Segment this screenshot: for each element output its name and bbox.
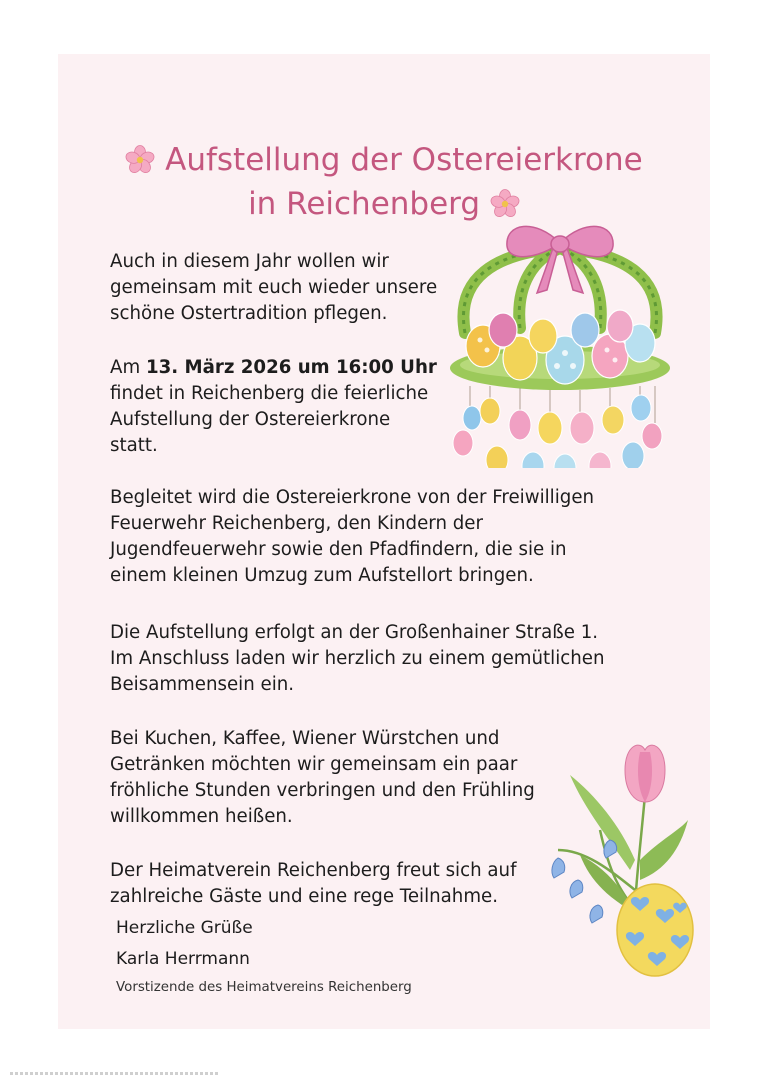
cherry-blossom-icon	[490, 189, 520, 219]
closing-paragraph: Der Heimatverein Reichenberg freut sich auf zahlreiche Gäste und eine rege Teilnahme.	[110, 860, 517, 907]
signature-name: Karla Herrmann	[116, 949, 250, 969]
signature-role: Vorstizende des Heimatvereins Reichenberg	[116, 980, 412, 995]
title-line-1: Aufstellung der Ostereierkrone	[165, 142, 643, 178]
escort-paragraph: Begleitet wird die Ostereierkrone von der Freiwilligen Feuerwehr Reichenberg, den Kindern der Jugendfeuerwehr sowie den Pfadfindern, die sie in einem kleinen Umzug zum Aufstellort bringen.	[110, 487, 595, 586]
title-line-2: in Reichenberg	[248, 186, 481, 222]
date-paragraph: Am 13. März 2026 um 16:00 Uhr findet in Reichenberg die feierliche Aufstellung der Ostereierkrone statt.	[110, 357, 437, 456]
event-date: 13. März 2026 um 16:00 Uhr	[145, 357, 437, 378]
page-title	[0, 138, 768, 226]
location-paragraph: Die Aufstellung erfolgt an der Großenhainer Straße 1. Im Anschluss laden wir herzlich zu einem gemütlichen Beisammensein ein.	[110, 622, 605, 695]
food-paragraph: Bei Kuchen, Kaffee, Wiener Würstchen und Getränken möchten wir gemeinsam ein paar fröhliche Stunden verbringen und den Frühling willkommen heißen.	[110, 728, 535, 827]
signature-greeting: Herzliche Grüße	[116, 918, 253, 938]
intro-paragraph: Auch in diesem Jahr wollen wir gemeinsam mit euch wieder unsere schöne Ostertradition pflegen.	[110, 251, 438, 324]
tulip-easter-egg-illustration	[540, 740, 700, 985]
footer-fine-print	[10, 1072, 220, 1075]
easter-egg-crown-illustration	[445, 218, 675, 468]
cherry-blossom-icon	[125, 145, 155, 175]
